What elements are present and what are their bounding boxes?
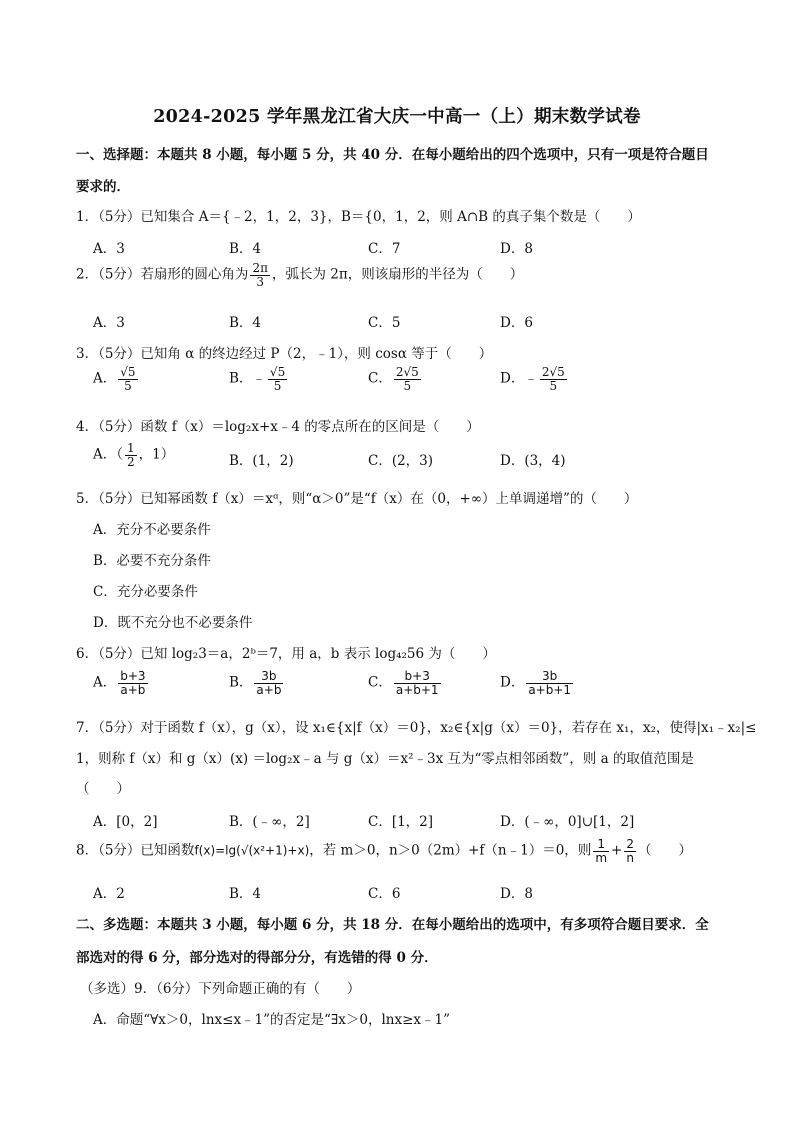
- q8-stem-before: 8．（5分）已知函数: [76, 842, 195, 859]
- section1-header-line2: 要求的．: [76, 179, 130, 195]
- q3-option-a-fraction: [118, 366, 137, 392]
- q7-line3: （ ）: [76, 781, 130, 797]
- q5-option-a: A．充分不必要条件: [93, 522, 211, 538]
- q7-line2: 1，则称 f（x）和 g（x）(x) ＝log₂x﹣a 与 g（x）＝x²﹣3x 互为“零点相邻函数”，则 a 的取值范围是: [76, 751, 694, 767]
- q6-option-c-fraction: [394, 670, 441, 696]
- q1-stem: 1．（5分）已知集合 A＝{﹣2，1，2，3}，B＝{0，1，2，则 A∩B 的真子集个数是（ ）: [76, 209, 641, 225]
- q4-option-a: [93, 442, 174, 468]
- q6-option-d-fraction: [526, 670, 573, 696]
- q9-option-a: A．命题“∀x＞0，lnx≤x﹣1”的否定是“∃x＞0，lnx≥x﹣1”: [93, 1012, 451, 1028]
- q6-option-d-label: D．: [500, 674, 525, 691]
- q4-stem: 4．（5分）函数 f（x）＝log₂x+x﹣4 的零点所在的区间是（ ）: [76, 419, 480, 435]
- q8-fraction-2: [624, 838, 636, 864]
- q6-option-d-num: 3b: [526, 670, 573, 684]
- q6-option-a-den: a+b: [120, 682, 146, 697]
- q8-fraction-2-num: 2: [626, 837, 634, 851]
- q2-option-b: B．4: [229, 315, 262, 331]
- q6-stem: 6．（5分）已知 log₂3＝a，2ᵇ＝7，用 a，b 表示 log₄₂56 为（ ）: [76, 646, 496, 662]
- q6-option-b: [229, 670, 285, 696]
- q5-option-d: D．既不充分也不必要条件: [93, 615, 253, 631]
- q6-option-c: [368, 670, 443, 696]
- q8-option-c: C．6: [368, 886, 401, 902]
- q8-plus: +: [611, 842, 623, 859]
- q8-stem-mid: ，若 m＞0，n＞0（2m）+f（n﹣1）＝0，则: [309, 842, 592, 859]
- q8-stem: [76, 838, 692, 864]
- q4-option-d: D．(3，4): [500, 453, 566, 469]
- q6-option-c-label: C．: [368, 674, 392, 691]
- q2-stem-before: 2．（5分）若扇形的圆心角为: [76, 266, 249, 283]
- q4-option-b: B．(1，2): [229, 453, 294, 469]
- q6-option-a: [93, 670, 150, 696]
- q1-option-a: A．3: [93, 241, 125, 257]
- q4-option-a-den: 2: [127, 454, 135, 469]
- q8-fraction-1: [593, 838, 609, 864]
- q2-frac-den: 3: [256, 274, 265, 289]
- q3-option-a-label: A．: [93, 370, 117, 387]
- q6-option-b-fraction: [254, 670, 283, 696]
- q6-option-b-label: B．: [229, 674, 253, 691]
- q3-option-b-fraction: [268, 366, 287, 392]
- section2-header-line2: 部选对的得 6 分，部分选对的得部分分，有选错的得 0 分．: [76, 950, 438, 966]
- q3-option-b-label: B．: [229, 370, 253, 387]
- q3-option-d-fraction: [540, 366, 567, 392]
- q3-option-d-sign: ﹣: [524, 370, 538, 387]
- q3-option-a: [93, 366, 140, 392]
- q4-option-a-fraction: [125, 442, 137, 468]
- q3-option-c: [368, 366, 423, 392]
- q6-option-c-num: b+3: [394, 670, 441, 684]
- section2-header-line1: 二、多选题：本题共 3 小题，每小题 6 分，共 18 分．在每小题给出的选项中，有多项符合题目要求．全: [76, 917, 709, 933]
- q3-option-b-sign: ﹣: [252, 370, 266, 387]
- q3-option-c-label: C．: [368, 370, 392, 387]
- q4-option-a-tail: ，1）: [138, 446, 175, 463]
- q8-option-b: B．4: [229, 886, 262, 902]
- q7-option-b: B．(﹣∞，2]: [229, 814, 310, 830]
- q3-option-d-den: 5: [549, 378, 558, 393]
- q2-stem-after: ，弧长为 2π，则该扇形的半径为（ ）: [271, 266, 524, 283]
- q8-fraction-2-den: n: [626, 850, 634, 865]
- q3-option-c-num: 2√5: [395, 365, 419, 379]
- q3-option-c-den: 5: [403, 378, 412, 393]
- q4-option-c: C．(2，3): [368, 453, 434, 469]
- q2-stem: [76, 262, 523, 288]
- q6-option-a-fraction: [118, 670, 147, 696]
- q7-option-d: D．(﹣∞，0]∪[1，2]: [500, 814, 635, 830]
- q8-fraction-1-den: m: [595, 850, 608, 865]
- q1-option-d: D．8: [500, 241, 533, 257]
- q8-stem-after: （ ）: [637, 842, 692, 859]
- q8-option-a: A．2: [93, 886, 125, 902]
- q4-option-a-num: 1: [127, 441, 135, 455]
- q6-option-d: [500, 670, 575, 696]
- q3-option-b-num: √5: [269, 365, 286, 379]
- q2-frac-num: 2π: [252, 261, 268, 275]
- q8-function-formula: f(x)=lg(√(x²+1)+x): [194, 843, 310, 858]
- q8-option-d: D．8: [500, 886, 533, 902]
- q2-angle-fraction: [250, 262, 270, 288]
- q2-option-d: D．6: [500, 315, 533, 331]
- q9-stem: （多选）9．（6分）下列命题正确的有（ ）: [80, 981, 361, 997]
- page-title: 2024-2025 学年黑龙江省大庆一中高一（上）期末数学试卷: [153, 107, 641, 127]
- q8-fraction-1-num: 1: [593, 838, 609, 852]
- q6-option-c-den: a+b+1: [395, 682, 439, 697]
- q3-stem: 3．（5分）已知角 α 的终边经过 P（2，﹣1），则 cosα 等于（ ）: [76, 346, 493, 362]
- section1-header-line1: 一、选择题：本题共 8 小题，每小题 5 分，共 40 分．在每小题给出的四个选项中，只有一项是符合题目: [76, 147, 709, 163]
- q5-option-b: B．必要不充分条件: [93, 553, 211, 569]
- q7-option-c: C．[1，2]: [368, 814, 434, 830]
- q3-option-d: [500, 366, 569, 392]
- q3-option-a-num: √5: [120, 365, 136, 379]
- q6-option-b-num: 3b: [254, 670, 283, 684]
- q5-option-c: C．充分必要条件: [93, 584, 198, 600]
- q6-option-a-num: b+3: [120, 669, 146, 683]
- q6-option-d-den: a+b+1: [528, 682, 572, 697]
- q4-option-a-label: A．（: [93, 446, 123, 463]
- q2-option-c: C．5: [368, 315, 401, 331]
- q1-option-c: C．7: [368, 241, 401, 257]
- q6-option-b-den: a+b: [256, 682, 282, 697]
- q6-option-a-label: A．: [93, 674, 117, 691]
- q3-option-b-den: 5: [273, 378, 282, 393]
- q3-option-d-label: D．: [500, 370, 525, 387]
- q3-option-a-den: 5: [124, 378, 132, 393]
- q7-line1: 7．（5分）对于函数 f（x），g（x），设 x₁∈{x|f（x）＝0}，x₂∈{x|g（x）＝0}，若存在 x₁，x₂，使得|x₁﹣x₂|≤: [76, 720, 757, 736]
- q3-option-d-num: 2√5: [541, 365, 565, 379]
- q3-option-b: [229, 366, 289, 392]
- q5-stem: 5．（5分）已知幂函数 f（x）＝xᵅ，则“α＞0”是“f（x）在（0，+∞）上单调递增”的（ ）: [76, 491, 638, 507]
- q1-option-b: B．4: [229, 241, 262, 257]
- q2-option-a: A．3: [93, 315, 125, 331]
- q7-option-a: A．[0，2]: [93, 814, 158, 830]
- q3-option-c-fraction: [394, 366, 421, 392]
